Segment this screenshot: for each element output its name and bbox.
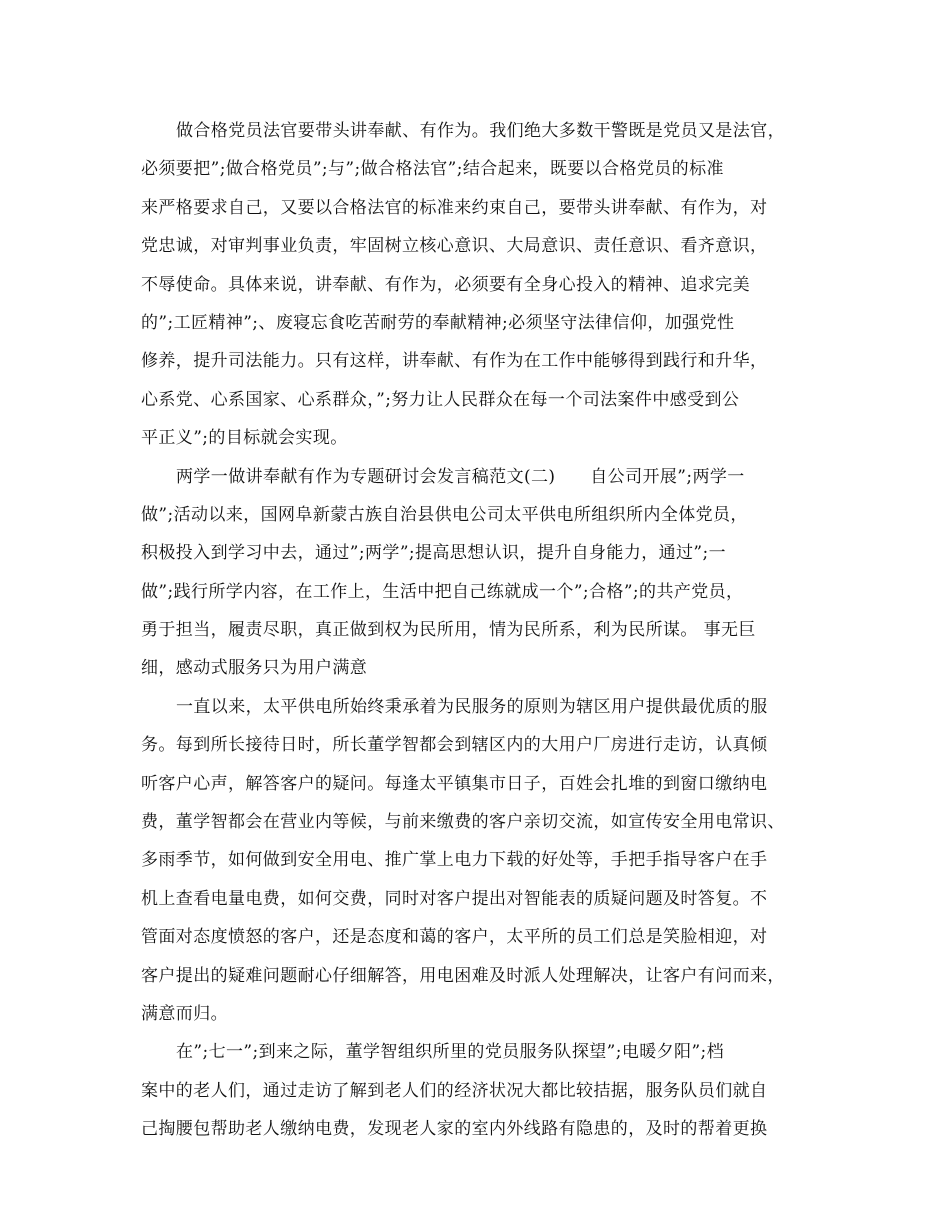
paragraph-line: 心系党、心系国家、心系群众，”;努力让人民群众在每一个司法案件中感受到公 [141,389,740,410]
paragraph-line: 管面对态度愤怒的客户，还是态度和蔼的客户，太平所的员工们总是笑脸相迎，对 [141,927,768,948]
paragraph-line: 在”;七一”;到来之际，董学智组织所里的党员服务队探望”;电暖夕阳”;档 [176,1042,725,1063]
paragraph-line: 客户提出的疑难问题耐心仔细解答，用电困难及时派人处理解决，让客户有问而来， [141,965,785,986]
paragraph-line: 不辱使命。具体来说，讲奉献、有作为，必须要有全身心投入的精神、追求完美 [141,274,750,295]
paragraph-line: 的”;工匠精神”;、废寝忘食吃苦耐劳的奉献精神;必须坚守法律信仰，加强党性 [141,312,735,333]
paragraph-line: 务。每到所长接待日时，所长董学智都会到辖区内的大用户厂房进行走访，认真倾 [141,735,768,756]
paragraph-2 [141,458,816,688]
paragraph-line: 来严格要求自己，又要以合格法官的标准来约束自己，要带头讲奉献、有作为，对 [141,197,768,218]
paragraph-line: 案中的老人们，通过走访了解到老人们的经济状况大都比较拮据，服务队员们就自 [141,1080,768,1101]
paragraph-line: 平正义”;的目标就会实现。 [141,428,348,449]
paragraph-line: 满意而归。 [141,1003,228,1024]
paragraph-line: 必须要把”;做合格党员”;与”;做合格法官”;结合起来，既要以合格党员的标准 [141,159,724,180]
paragraph-line: 积极投入到学习中去，通过”;两学”;提高思想认识，提升自身能力，通过”;一 [141,543,727,564]
paragraph-line: 听客户心声，解答客户的疑问。每逢太平镇集市日子，百姓会扎堆的到窗口缴纳电 [141,773,768,794]
paragraph-line: 修养，提升司法能力。只有这样，讲奉献、有作为在工作中能够得到践行和升华， [141,351,768,372]
paragraph-line: 做”;活动以来，国网阜新蒙古族自治县供电公司太平供电所组织所内全体党员， [141,504,748,525]
paragraph-4 [141,1033,816,1148]
paragraph-line: 己掏腰包帮助老人缴纳电费，发现老人家的室内外线路有隐患的，及时的帮着更换 [141,1119,768,1140]
paragraph-line: 党忠诚，对审判事业负责，牢固树立核心意识、大局意识、责任意识、看齐意识， [141,236,768,257]
paragraph-line: 做”;践行所学内容，在工作上，生活中把自己练就成一个”;合格”;的共产党员， [141,581,744,602]
paragraph-line: 两学一做讲奉献有作为专题研讨会发言稿范文(二) 自公司开展”;两学一 [176,466,745,487]
document-body [141,112,816,1149]
paragraph-line: 机上查看电量电费，如何交费，同时对客户提出对智能表的质疑问题及时答复。不 [141,888,768,909]
paragraph-line: 费，董学智都会在营业内等候，与前来缴费的客户亲切交流，如宣传安全用电常识、 [141,812,785,833]
paragraph-line: 做合格党员法官要带头讲奉献、有作为。我们绝大多数干警既是党员又是法官， [176,121,785,141]
paragraph-1 [141,112,816,458]
paragraph-line: 一直以来，太平供电所始终秉承着为民服务的原则为辖区用户提供最优质的服 [176,696,768,717]
paragraph-line: 多雨季节，如何做到安全用电、推广掌上电力下载的好处等，手把手指导客户在手 [141,850,768,871]
paragraph-line: 勇于担当，履责尽职，真正做到权为民所用，情为民所系，利为民所谋。 事无巨 [141,620,756,641]
paragraph-3 [141,688,816,1034]
paragraph-line: 细，感动式服务只为用户满意 [141,658,368,679]
